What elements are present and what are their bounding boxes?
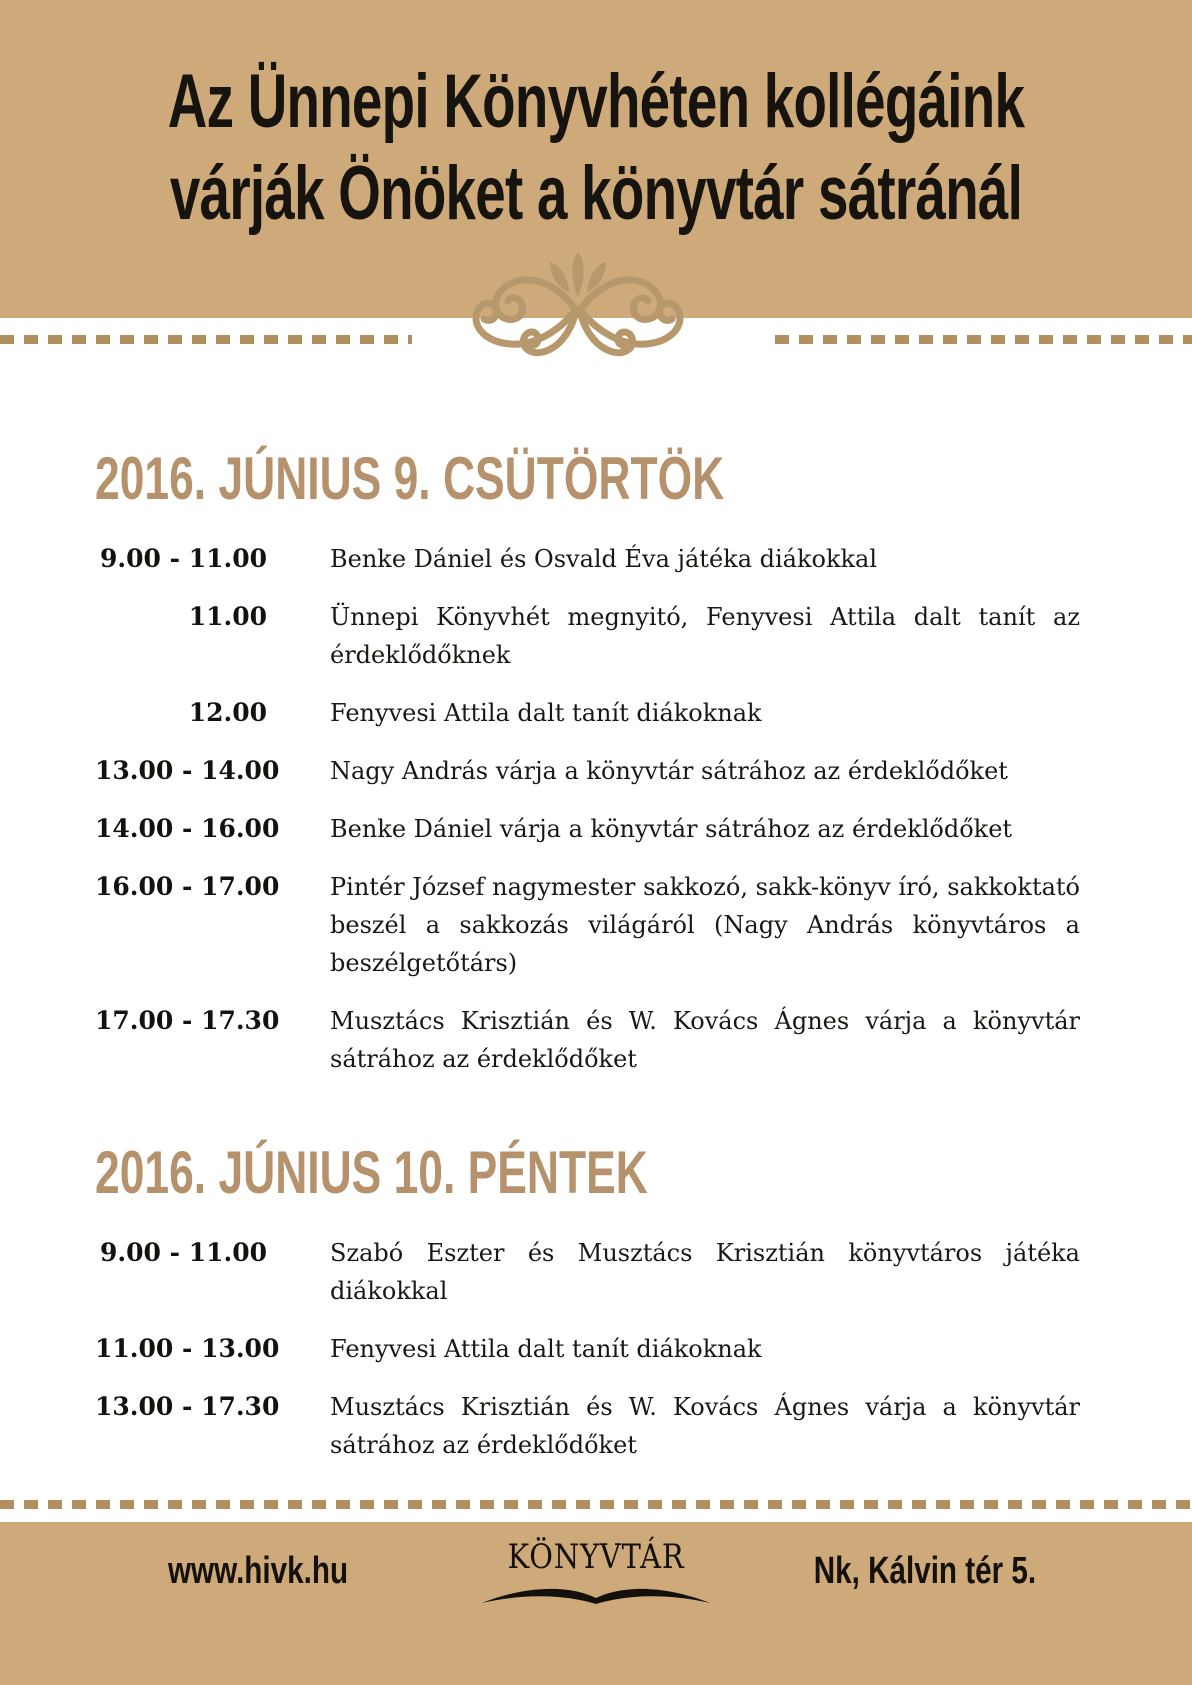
event-description: Pintér József nagymester sakkozó, sakk-könyv író, sakkoktató beszél a sakkozás világáról (Nagy András könyvtáros a beszélgetőtárs): [330, 873, 1080, 977]
schedule-list-june-10: [95, 1234, 1080, 1464]
schedule-row: [95, 752, 1080, 790]
flourish-ornament-icon: [438, 250, 718, 380]
event-time: 17.00 - 17.30: [95, 1006, 280, 1035]
section-heading-june-9: 2016. JÚNIUS 9. CSÜTÖRTÖK: [95, 445, 725, 512]
schedule-row: [95, 1388, 1080, 1464]
event-time: 16.00 - 17.00: [95, 872, 280, 901]
section-june-10: [95, 1139, 1080, 1464]
event-time: 11.00: [188, 602, 267, 631]
schedule-row: [95, 1002, 1080, 1078]
event-description: Nagy András várja a könyvtár sátrához az érdeklődőket: [330, 757, 1008, 785]
schedule-row: [95, 810, 1080, 848]
poster-title: [0, 56, 1192, 240]
event-time: 13.00 - 14.00: [95, 756, 280, 785]
schedule-row: [95, 1234, 1080, 1310]
schedule-row: [95, 1330, 1080, 1368]
event-time: 13.00 - 17.30: [95, 1392, 280, 1421]
event-description: Musztács Krisztián és W. Kovács Ágnes várja a könyvtár sátrához az érdeklődőket: [330, 1393, 1080, 1459]
section-heading-june-10: 2016. JÚNIUS 10. PÉNTEK: [95, 1139, 648, 1206]
event-description: Musztács Krisztián és W. Kovács Ágnes várja a könyvtár sátrához az érdeklődőket: [330, 1007, 1080, 1073]
top-dashed-line-left: [0, 335, 412, 344]
event-time: 11.00 - 13.00: [95, 1334, 280, 1363]
schedule-row: [95, 598, 1080, 674]
schedule-row: [95, 868, 1080, 982]
open-book-icon: [480, 1579, 712, 1605]
footer-website: www.hivk.hu: [168, 1550, 349, 1592]
event-description: Fenyvesi Attila dalt tanít diákoknak: [330, 699, 762, 727]
event-description: Szabó Eszter és Musztács Krisztián könyvtáros játéka diákokkal: [330, 1239, 1080, 1305]
event-time: 9.00 - 11.00: [100, 1238, 267, 1267]
event-description: Benke Dániel és Osvald Éva játéka diákokkal: [330, 545, 878, 573]
event-time: 14.00 - 16.00: [95, 814, 280, 843]
section-june-9: [95, 445, 1080, 1078]
poster-title-line-2: várják Önöket a könyvtár sátránál: [169, 151, 1023, 236]
top-dashed-line-right: [775, 335, 1192, 344]
event-description: Ünnepi Könyvhét megnyitó, Fenyvesi Attila dalt tanít az érdeklődőknek: [330, 603, 1080, 669]
bottom-dashed-line: [0, 1500, 1192, 1509]
event-description: Benke Dániel várja a könyvtár sátrához az érdeklődőket: [330, 815, 1013, 843]
event-time: 9.00 - 11.00: [100, 544, 267, 573]
schedule-row: [95, 540, 1080, 578]
schedule-content: [95, 445, 1080, 1464]
event-time: 12.00: [188, 698, 267, 727]
event-description: Fenyvesi Attila dalt tanít diákoknak: [330, 1335, 762, 1363]
library-logo-text: KÖNYVTÁR: [507, 1537, 685, 1577]
footer-address: Nk, Kálvin tér 5.: [813, 1550, 1036, 1592]
poster-title-line-1: Az Ünnepi Könyvhéten kollégáink: [167, 59, 1025, 144]
schedule-list-june-9: [95, 540, 1080, 1078]
schedule-row: [95, 694, 1080, 732]
